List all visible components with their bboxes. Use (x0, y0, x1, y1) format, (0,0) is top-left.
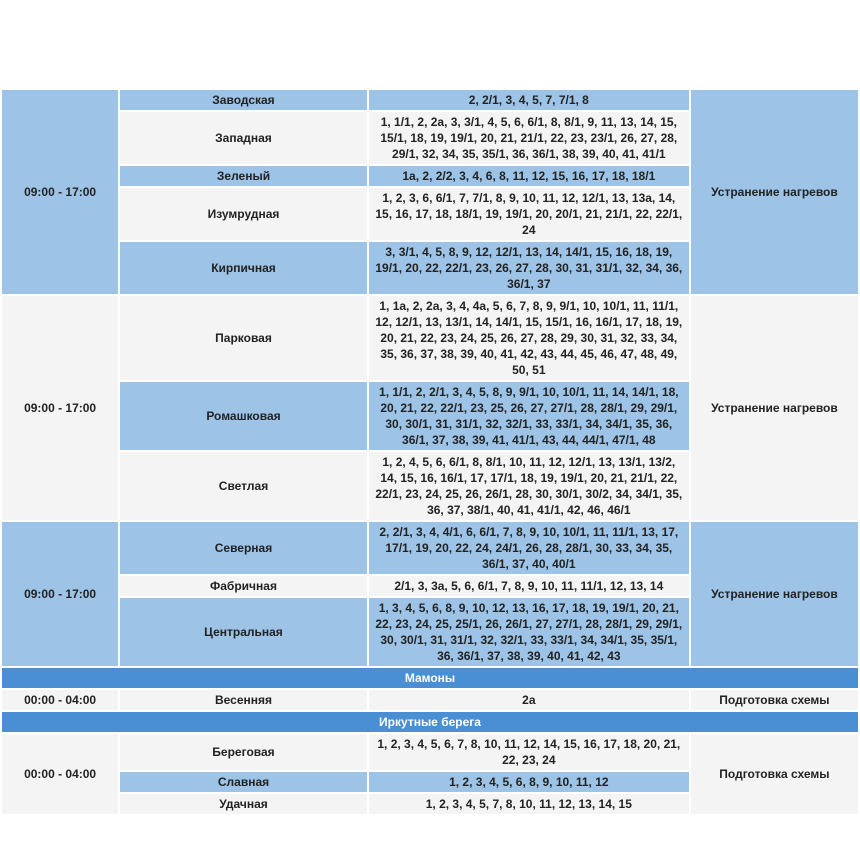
street-name: Удачная (120, 794, 367, 814)
table-row (2, 522, 858, 574)
work-type-cell: Подготовка схемы (691, 690, 858, 710)
area-title: Иркутные берега (2, 712, 858, 732)
street-name: Светлая (120, 452, 367, 520)
area-header-row (2, 668, 858, 688)
area-header-row (2, 712, 858, 732)
table-row (2, 90, 858, 110)
house-numbers: 1, 2, 3, 4, 5, 6, 8, 9, 10, 11, 12 (369, 772, 689, 792)
house-numbers: 1, 1/1, 2, 2а, 3, 3/1, 4, 5, 6, 6/1, 8, 8/1, 9, 11, 13, 14, 15, 15/1, 18, 19, 19/1, 20, 21, 21/1, 22, 23, 23/1, 26, 27, 28, 29/1, 32, 34, 35, 35/1, 36, 36/1, 38, 39, 40, 41, 41/1 (369, 112, 689, 164)
house-numbers: 1, 1а, 2, 2а, 3, 4, 4а, 5, 6, 7, 8, 9, 9/1, 10, 10/1, 11, 11/1, 12, 12/1, 13, 13/1, 14, 14/1, 15, 15/1, 16, 16/1, 17, 18, 19, 20, 21, 22, 23, 24, 25, 26, 27, 28, 29, 30, 31, 32, 33, 34, 35, 36, 37, 38, 39, 40, 41, 42, 43, 44, 45, 46, 47, 48, 49, 50, 51 (369, 296, 689, 380)
house-numbers: 1, 2, 3, 4, 5, 7, 8, 10, 11, 12, 13, 14, 15 (369, 794, 689, 814)
street-name: Кирпичная (120, 242, 367, 294)
street-name: Фабричная (120, 576, 367, 596)
house-numbers: 2а (369, 690, 689, 710)
work-type-cell: Устранение нагревов (691, 296, 858, 520)
house-numbers: 1, 2, 3, 6, 6/1, 7, 7/1, 8, 9, 10, 11, 12, 12/1, 13, 13а, 14, 15, 16, 17, 18, 18/1, 19, 19/1, 20, 20/1, 21, 21/1, 22, 22/1, 24 (369, 188, 689, 240)
street-name: Береговая (120, 734, 367, 770)
street-name: Северная (120, 522, 367, 574)
time-cell: 00:00 - 04:00 (2, 734, 118, 814)
house-numbers: 3, 3/1, 4, 5, 8, 9, 12, 12/1, 13, 14, 14/1, 15, 16, 18, 19, 19/1, 20, 22, 22/1, 23, 26, 27, 28, 30, 31, 31/1, 32, 34, 36, 36/1, 37 (369, 242, 689, 294)
table-row (2, 296, 858, 380)
house-numbers: 1а, 2, 2/2, 3, 4, 6, 8, 11, 12, 15, 16, 17, 18, 18/1 (369, 166, 689, 186)
street-name: Заводская (120, 90, 367, 110)
street-name: Зеленый (120, 166, 367, 186)
house-numbers: 2, 2/1, 3, 4, 5, 7, 7/1, 8 (369, 90, 689, 110)
street-name: Парковая (120, 296, 367, 380)
table-row (2, 734, 858, 770)
street-name: Западная (120, 112, 367, 164)
street-name: Славная (120, 772, 367, 792)
work-type-cell: Подготовка схемы (691, 734, 858, 814)
work-type-cell: Устранение нагревов (691, 90, 858, 294)
outage-schedule-table (0, 88, 860, 816)
time-cell: 00:00 - 04:00 (2, 690, 118, 710)
area-title: Мамоны (2, 668, 858, 688)
time-cell: 09:00 - 17:00 (2, 296, 118, 520)
table-row (2, 690, 858, 710)
street-name: Изумрудная (120, 188, 367, 240)
street-name: Ромашковая (120, 382, 367, 450)
time-cell: 09:00 - 17:00 (2, 90, 118, 294)
house-numbers: 1, 3, 4, 5, 6, 8, 9, 10, 12, 13, 16, 17, 18, 19, 19/1, 20, 21, 22, 23, 24, 25, 25/1, 26, 26/1, 27, 27/1, 28, 28/1, 29, 29/1, 30, 30/1, 31, 31/1, 32, 32/1, 33, 33/1, 34, 34/1, 35, 35/1, 36, 36/1, 37, 38, 39, 40, 41, 42, 43 (369, 598, 689, 666)
street-name: Весенняя (120, 690, 367, 710)
house-numbers: 2/1, 3, 3а, 5, 6, 6/1, 7, 8, 9, 10, 11, 11/1, 12, 13, 14 (369, 576, 689, 596)
time-cell: 09:00 - 17:00 (2, 522, 118, 666)
house-numbers: 2, 2/1, 3, 4, 4/1, 6, 6/1, 7, 8, 9, 10, 10/1, 11, 11/1, 13, 17, 17/1, 19, 20, 22, 24, 24/1, 26, 28, 28/1, 30, 33, 34, 35, 36/1, 37, 40, 40/1 (369, 522, 689, 574)
street-name: Центральная (120, 598, 367, 666)
house-numbers: 1, 2, 3, 4, 5, 6, 7, 8, 10, 11, 12, 14, 15, 16, 17, 18, 20, 21, 22, 23, 24 (369, 734, 689, 770)
work-type-cell: Устранение нагревов (691, 522, 858, 666)
house-numbers: 1, 2, 4, 5, 6, 6/1, 8, 8/1, 10, 11, 12, 12/1, 13, 13/1, 13/2, 14, 15, 16, 16/1, 17, 17/1, 18, 19, 19/1, 20, 21, 21/1, 22, 22/1, 23, 24, 25, 26, 26/1, 28, 30, 30/1, 30/2, 34, 34/1, 35, 36, 37, 38/1, 40, 41, 41/1, 42, 46, 46/1 (369, 452, 689, 520)
house-numbers: 1, 1/1, 2, 2/1, 3, 4, 5, 8, 9, 9/1, 10, 10/1, 11, 14, 14/1, 18, 20, 21, 22, 22/1, 23, 25, 26, 27, 27/1, 28, 28/1, 29, 29/1, 30, 30/1, 31, 31/1, 32, 32/1, 33, 33/1, 34, 34/1, 35, 36, 36/1, 37, 38, 39, 41, 41/1, 43, 44, 44/1, 47/1, 48 (369, 382, 689, 450)
